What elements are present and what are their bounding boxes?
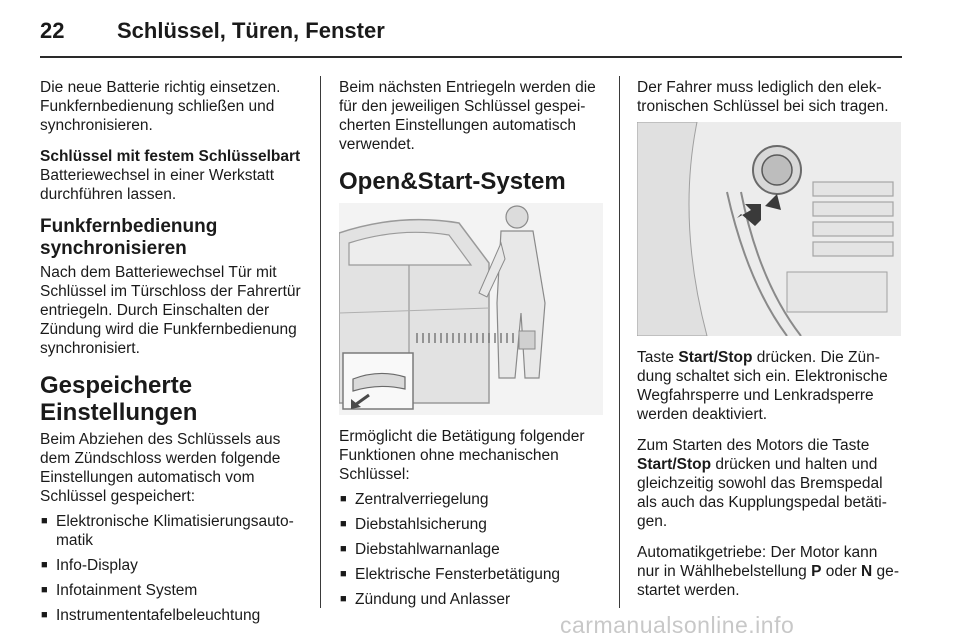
list-item: ■ Elektronische Klimatisierungsautomatik [40, 512, 306, 550]
paragraph: Nach dem Batteriewechsel Tür mit Schlüssel im Türschloss der Fahrertür entriegeln. Durch Einschalten der Zündung wird die Funkfernbedienung synchronisiert. [40, 264, 301, 357]
gear-p-label: P [811, 563, 822, 580]
start-stop-label: Start/Stop [678, 349, 753, 366]
subheading-key-bit: Schlüssel mit festem Schlüsselbart [40, 148, 301, 165]
column-divider [619, 76, 620, 608]
paragraph: Beim Abziehen des Schlüssels aus dem Zündschloss werden folgende Einstellungen automatisch vom Schlüssel gespeichert: [40, 431, 281, 505]
car-door-figure [339, 203, 603, 415]
paragraph: Der Fahrer muss lediglich den elektronischen Schlüssel bei sich tragen. [637, 79, 889, 115]
open-start-list [339, 490, 605, 609]
start-stop-figure [637, 122, 901, 336]
text: drücken. Die Zündung schaltet sich ein. Elektronische Wegfahrsperre und Lenkradsperre werden deaktiviert. [637, 349, 888, 423]
paragraph: Die neue Batterie richtig einsetzen. Funkfernbedienung schließen und synchronisieren. [40, 79, 281, 134]
list-item: ■ Diebstahlsicherung [339, 515, 605, 534]
paragraph-automatic [637, 543, 903, 600]
page-header [40, 14, 920, 54]
heading-sync: Funkfernbedienung synchronisieren [40, 216, 218, 259]
paragraph-start-engine [637, 436, 903, 531]
watermark: carmanualsonline.info [560, 612, 795, 638]
column-1 [40, 78, 306, 631]
text: gestartet werden. [637, 563, 899, 599]
paragraph-start-stop [637, 348, 903, 424]
list-item: ■ Instrumententafelbeleuchtung [40, 606, 306, 625]
gear-n-label: N [861, 563, 873, 580]
paragraph: Beim nächsten Entriegeln werden die für den jeweiligen Schlüssel gespeicherten Einstellungen automatisch verwendet. [339, 79, 596, 153]
column-divider [320, 76, 321, 608]
text: Automatikgetriebe: Der Motor kann nur in Wählhebelstellung [637, 544, 878, 580]
paragraph: Ermöglicht die Betätigung folgender Funktionen ohne mechanischen Schlüssel: [339, 428, 585, 483]
page-number: 22 [40, 18, 65, 43]
list-item: ■ Elektrische Fensterbetätigung [339, 565, 605, 584]
text: Zum Starten des Motors die Taste [637, 437, 870, 454]
list-item: ■ Diebstahlwarnanlage [339, 540, 605, 559]
list-item: ■ Info-Display [40, 556, 306, 575]
heading-saved-settings: Gespeicherte Einstellungen [40, 372, 198, 426]
column-3 [637, 78, 903, 612]
saved-settings-list [40, 512, 306, 625]
paragraph: Batteriewechsel in einer Werkstatt durchführen lassen. [40, 167, 275, 203]
list-item: ■ Zentralverriegelung [339, 490, 605, 509]
text: oder [821, 563, 862, 580]
header-rule [40, 56, 902, 58]
list-item: ■ Zündung und Anlasser [339, 590, 605, 609]
list-item: ■ Infotainment System [40, 581, 306, 600]
car-door-illustration [339, 203, 603, 415]
column-2 [339, 78, 605, 615]
text: Taste [637, 349, 679, 366]
heading-open-start: Open&Start-System [339, 168, 566, 195]
start-stop-button-illustration [637, 122, 901, 336]
start-stop-label: Start/Stop [637, 456, 712, 473]
page-title: Schlüssel, Türen, Fenster [117, 18, 385, 43]
text: drücken und halten und gleichzeitig sowohl das Bremspedal als auch das Kupplungspedal betätigen. [637, 456, 887, 530]
